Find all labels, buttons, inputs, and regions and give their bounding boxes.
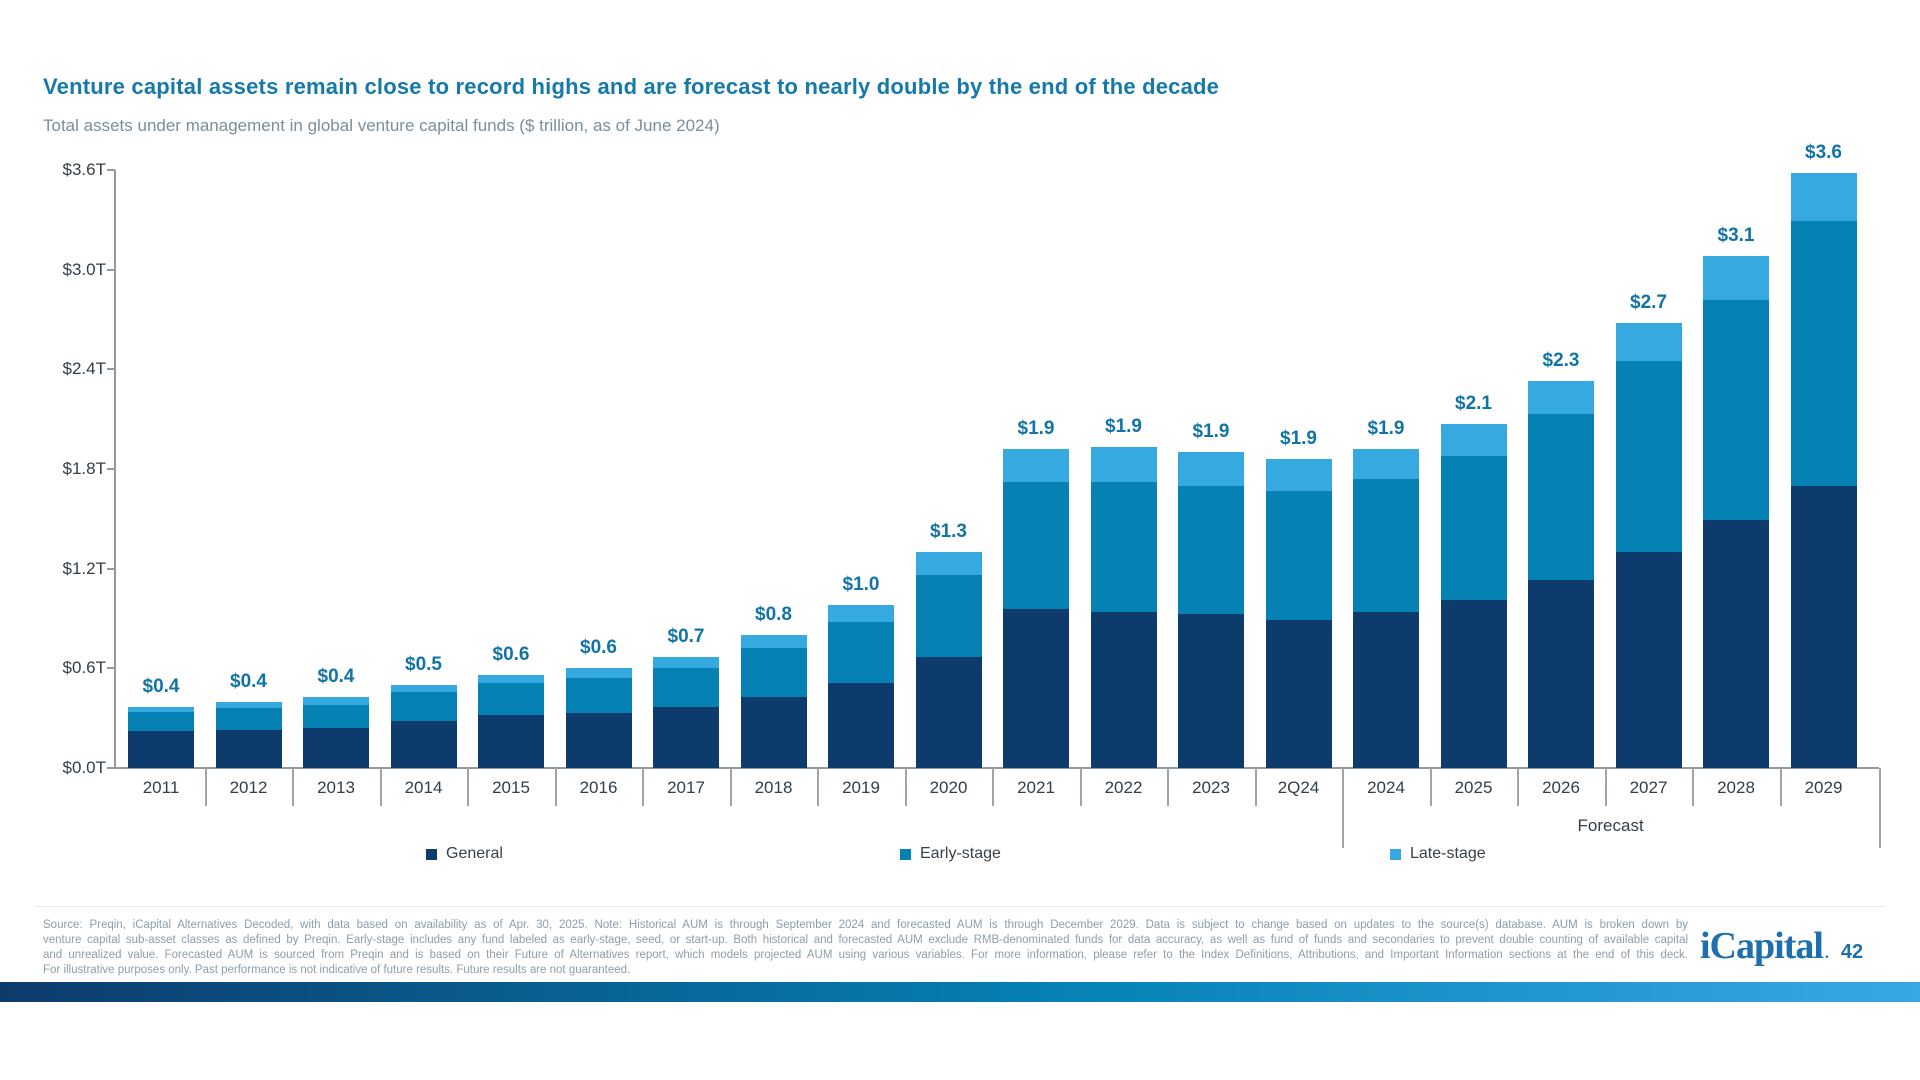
- bar-segment-late-stage: [1266, 459, 1332, 491]
- legend-item-early-stage: [900, 845, 1001, 863]
- icapital-logo: [1700, 924, 1863, 968]
- source-note: [43, 918, 1688, 978]
- bar-total-label: $1.9: [1105, 416, 1142, 438]
- bar-segment-late-stage: [216, 702, 282, 709]
- bar-total-label: $0.6: [492, 643, 530, 665]
- bar-total-label: $1.9: [1280, 428, 1317, 450]
- bar-segment-late-stage: [1703, 256, 1769, 299]
- x-axis-separator: [817, 768, 819, 806]
- bar-segment-early-stage: [1091, 482, 1157, 612]
- x-axis-year-label: 2021: [1017, 778, 1055, 797]
- legend-label: Late-stage: [1410, 845, 1486, 862]
- bar-segment-general: [1528, 580, 1594, 768]
- bar-total-label: $2.1: [1455, 393, 1492, 415]
- bar-segment-early-stage: [1178, 486, 1244, 614]
- x-axis-year-label: 2019: [842, 778, 880, 797]
- y-axis-tick-mark: [107, 269, 115, 271]
- x-axis-separator: [1517, 768, 1519, 806]
- x-axis-separator: [1255, 768, 1257, 806]
- bar-segment-general: [1091, 612, 1157, 768]
- bar-segment-early-stage: [478, 683, 544, 715]
- y-axis-tick-mark: [107, 568, 115, 570]
- x-axis-line: [114, 767, 1879, 769]
- x-axis-separator: [642, 768, 644, 806]
- bar-segment-general: [1616, 552, 1682, 768]
- x-axis-year-label: 2015: [492, 778, 530, 797]
- source-note-line: and unrealized value. Forecasted AUM is sourced from Preqin and is based on their Future of Alternatives report, which models projected AUM using various variables. For more information, please refer to the Index Definitions, Attributions, and Important Information sections at the end of this deck.: [43, 948, 1688, 961]
- y-axis-tick-label: $0.6T: [62, 658, 106, 678]
- bar-segment-late-stage: [1528, 381, 1594, 414]
- bar-segment-late-stage: [828, 605, 894, 622]
- bar-segment-general: [741, 697, 807, 768]
- x-axis-year-label: 2022: [1104, 778, 1143, 797]
- bottom-gradient-bar: [0, 982, 1920, 1002]
- bar-total-label: $1.9: [1192, 421, 1230, 443]
- bar-segment-early-stage: [303, 705, 369, 728]
- x-axis-year-label: 2014: [404, 778, 443, 797]
- y-axis-tick-label: $0.0T: [62, 758, 106, 777]
- bar-segment-general: [1003, 609, 1069, 768]
- bar-segment-early-stage: [1003, 482, 1069, 608]
- page-subtitle: Total assets under management in global venture capital funds ($ trillion, as of June 2024): [43, 116, 720, 135]
- bar-segment-late-stage: [653, 657, 719, 669]
- page-number: 42: [1840, 941, 1864, 963]
- bar-total-label: $1.0: [842, 574, 880, 596]
- x-axis-year-label: 2025: [1454, 778, 1493, 797]
- bar-segment-early-stage: [1528, 414, 1594, 580]
- x-axis-separator: [292, 768, 294, 806]
- source-note-line: For illustrative purposes only. Past performance is not indicative of future results. Future results are not guaranteed.: [43, 963, 631, 976]
- bar-segment-early-stage: [1353, 479, 1419, 612]
- bar-segment-late-stage: [478, 675, 544, 683]
- x-axis-year-label: 2024: [1367, 778, 1405, 797]
- legend-item-late-stage: [1390, 845, 1486, 863]
- bar-segment-early-stage: [128, 712, 194, 732]
- x-axis-separator: [555, 768, 557, 806]
- x-axis-year-label: 2020: [929, 778, 968, 797]
- x-axis-separator: [1430, 768, 1432, 806]
- bar-segment-late-stage: [1791, 173, 1857, 221]
- bar-total-label: $3.1: [1717, 225, 1755, 247]
- x-axis-year-label: 2023: [1192, 778, 1230, 797]
- y-axis-tick-mark: [107, 468, 115, 470]
- logo-wordmark: iCapital: [1700, 925, 1823, 967]
- x-axis-separator: [467, 768, 469, 806]
- x-axis-year-label: 2028: [1717, 778, 1755, 797]
- bar-segment-general: [916, 657, 982, 768]
- bar-segment-early-stage: [391, 692, 457, 722]
- x-axis-year-label: 2026: [1542, 778, 1580, 797]
- footer-divider: [35, 906, 1885, 907]
- bar-segment-early-stage: [1703, 300, 1769, 521]
- y-axis-tick-mark: [107, 368, 115, 370]
- bar-total-label: $0.6: [580, 637, 617, 659]
- x-axis-separator: [730, 768, 732, 806]
- bar-segment-late-stage: [1441, 424, 1507, 456]
- y-axis-tick-mark: [107, 169, 115, 171]
- bar-segment-general: [1703, 520, 1769, 768]
- x-axis-separator: [1692, 768, 1694, 806]
- bar-total-label: $0.7: [667, 625, 705, 647]
- bar-segment-general: [653, 707, 719, 768]
- bar-total-label: $0.4: [230, 670, 267, 692]
- x-axis-year-label: 2Q24: [1277, 778, 1320, 797]
- bar-segment-early-stage: [1266, 491, 1332, 621]
- bar-segment-late-stage: [741, 635, 807, 648]
- x-axis-year-label: 2029: [1804, 778, 1843, 797]
- forecast-label: Forecast: [1577, 816, 1644, 835]
- bar-total-label: $2.7: [1630, 291, 1667, 313]
- bar-segment-general: [1178, 614, 1244, 768]
- bar-total-label: $1.3: [930, 521, 967, 543]
- x-axis-year-label: 2013: [317, 778, 355, 797]
- source-note-line: Source: Preqin, iCapital Alternatives Decoded, with data based on availability as of Apr. 30, 2025. Note: Historical AUM is through September 2024 and forecasted AUM is through December 2029. Data is subject to change based on updates to the source(s) database. AUM is broken down by: [43, 919, 1688, 931]
- bar-segment-general: [1353, 612, 1419, 768]
- bar-segment-early-stage: [1616, 361, 1682, 552]
- x-axis-separator: [1605, 768, 1607, 806]
- y-axis-tick-mark: [107, 767, 115, 769]
- bar-segment-general: [566, 713, 632, 768]
- bar-segment-early-stage: [828, 622, 894, 683]
- x-axis-separator: [1080, 768, 1082, 806]
- legend-swatch: [426, 849, 437, 860]
- bar-total-label: $0.5: [405, 653, 442, 675]
- bar-total-label: $3.6: [1805, 142, 1842, 164]
- bar-segment-late-stage: [1091, 447, 1157, 482]
- x-axis-year-label: 2012: [229, 778, 268, 797]
- bar-segment-general: [216, 730, 282, 768]
- x-axis-separator: [1167, 768, 1169, 806]
- bar-segment-late-stage: [1003, 449, 1069, 482]
- bar-segment-early-stage: [653, 668, 719, 706]
- bar-segment-late-stage: [391, 685, 457, 692]
- y-axis-tick-label: $1.2T: [62, 558, 106, 578]
- bar-segment-general: [828, 683, 894, 768]
- forecast-bracket-left: [1342, 768, 1344, 848]
- forecast-bracket-right: [1879, 768, 1881, 848]
- y-axis-tick-label: $1.8T: [62, 459, 106, 478]
- bar-segment-late-stage: [916, 552, 982, 575]
- legend-item-general: [426, 845, 503, 863]
- bar-segment-general: [391, 721, 457, 768]
- x-axis-separator: [905, 768, 907, 806]
- bar-segment-late-stage: [1178, 452, 1244, 485]
- y-axis-tick-label: $2.4T: [62, 359, 106, 379]
- x-axis-year-label: 2027: [1629, 778, 1668, 797]
- legend-swatch: [900, 849, 911, 860]
- bar-segment-late-stage: [128, 707, 194, 712]
- x-axis-separator: [380, 768, 382, 806]
- bar-segment-early-stage: [566, 678, 632, 713]
- bar-segment-general: [303, 728, 369, 768]
- bar-segment-early-stage: [741, 648, 807, 696]
- bar-segment-early-stage: [216, 708, 282, 730]
- bar-segment-general: [1441, 600, 1507, 768]
- page-title: Venture capital assets remain close to record highs and are forecast to nearly double by the end of the decade: [43, 74, 1220, 99]
- bar-segment-early-stage: [1791, 221, 1857, 485]
- logo-dot: .: [1824, 945, 1829, 962]
- x-axis-separator: [992, 768, 994, 806]
- legend-swatch: [1390, 849, 1401, 860]
- bar-total-label: $0.4: [317, 665, 355, 687]
- bar-segment-general: [1791, 486, 1857, 768]
- bar-total-label: $1.9: [1017, 418, 1055, 440]
- y-axis-tick-label: $3.0T: [62, 259, 106, 279]
- bar-segment-general: [478, 715, 544, 768]
- x-axis-year-label: 2017: [667, 778, 705, 797]
- x-axis-separator: [205, 768, 207, 806]
- bar-segment-late-stage: [303, 697, 369, 705]
- bar-segment-general: [128, 731, 194, 768]
- bar-total-label: $0.4: [142, 675, 180, 697]
- legend-label: Early-stage: [920, 845, 1001, 862]
- x-axis-year-label: 2011: [142, 778, 180, 797]
- x-axis-year-label: 2018: [754, 778, 793, 797]
- legend-label: General: [446, 845, 503, 862]
- bar-total-label: $2.3: [1542, 349, 1580, 371]
- x-axis-separator: [1780, 768, 1782, 806]
- bar-total-label: $1.9: [1367, 418, 1405, 440]
- bar-total-label: $0.8: [755, 604, 792, 626]
- bar-segment-general: [1266, 620, 1332, 768]
- bar-segment-late-stage: [1353, 449, 1419, 479]
- y-axis-tick-label: $3.6T: [62, 160, 106, 179]
- x-axis-year-label: 2016: [579, 778, 618, 797]
- bar-segment-early-stage: [1441, 456, 1507, 601]
- source-note-line: venture capital sub-asset classes as defined by Preqin. Early-stage includes any fund labeled as early-stage, seed, or start-up. Both historical and forecasted AUM exclude RMB-denominated funds for data accuracy, as well as fund of funds and secondaries to prevent double counting of available capital: [43, 933, 1688, 946]
- bar-segment-early-stage: [916, 575, 982, 656]
- bar-segment-late-stage: [1616, 323, 1682, 361]
- y-axis-tick-mark: [107, 667, 115, 669]
- bar-segment-late-stage: [566, 668, 632, 678]
